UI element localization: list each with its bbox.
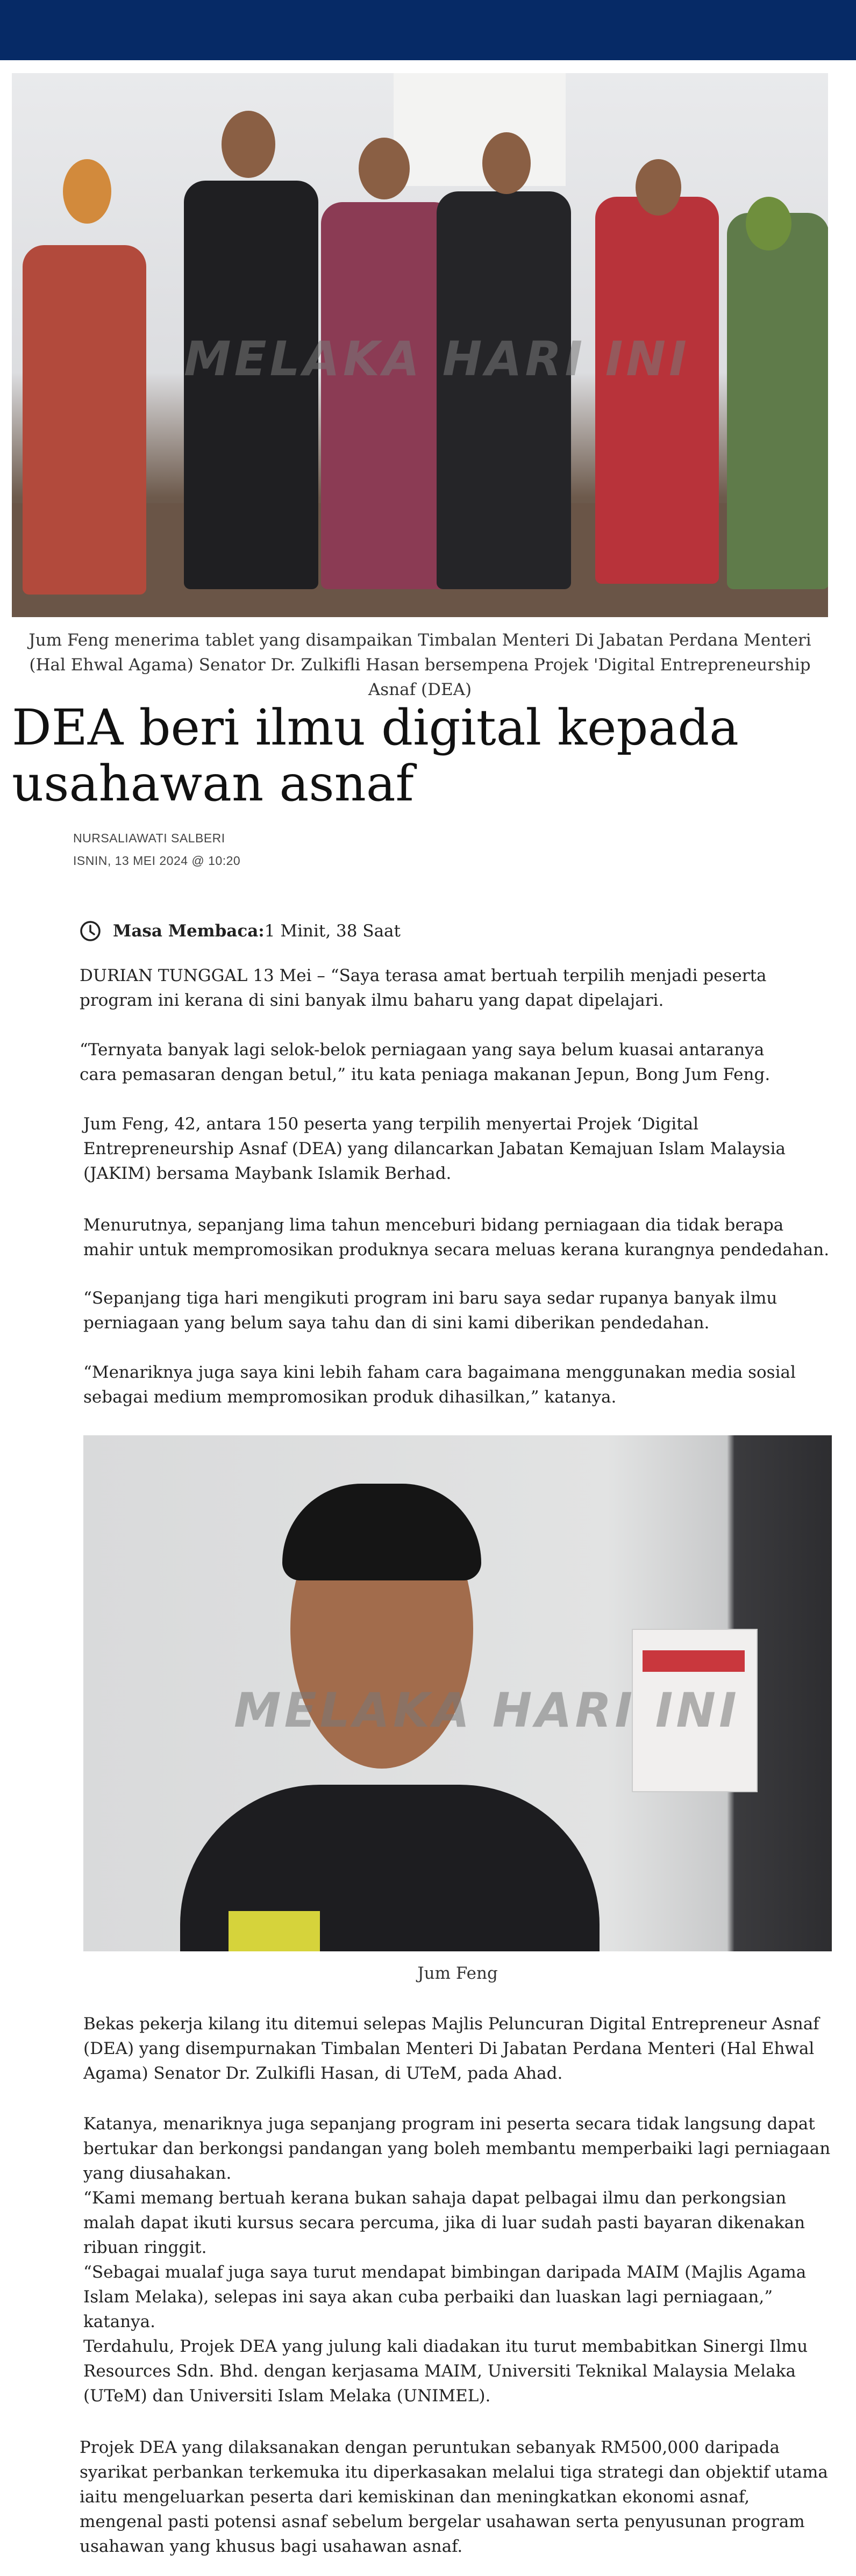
article-title: DEA beri ilmu digital kepada usahawan asnaf [12, 699, 739, 812]
reading-time [80, 920, 401, 942]
paragraph: Terdahulu, Projek DEA yang julung kali diadakan itu turut membabitkan Sinergi Ilmu Resources Sdn. Bhd. dengan kerjasama MAIM, Universiti Teknikal Malaysia Melaka (UTeM) dan Universiti Islam Melaka (UNIMEL). [83, 2337, 808, 2406]
reading-time-value: 1 Minit, 38 Saat [264, 921, 401, 941]
banner-backdrop [394, 73, 566, 186]
photo-1-caption: Jum Feng menerima tablet yang disampaikan Timbalan Menteri Di Jabatan Perdana Menteri (Hal Ehwal Agama) Senator Dr. Zulkifli Hasan bersempena Projek 'Digital Entrepreneurship Asnaf (DEA) [28, 631, 811, 699]
person-4 [437, 191, 571, 589]
paragraph: “Kami memang bertuah kerana bukan sahaja dapat pelbagai ilmu dan perkongsian malah dapat ikuti kursus secara percuma, jika di luar sudah pasti bayaran dikenakan ribuan ringgit. [83, 2188, 805, 2257]
shirt-logo [229, 1911, 320, 1951]
person-hair [282, 1484, 481, 1580]
person-2-head [222, 111, 275, 178]
person-5-head [636, 159, 681, 216]
paragraph: “Menariknya juga saya kini lebih faham cara bagaimana menggunakan media sosial sebagai medium mempromosikan produk dihasilkan,” katanya. [83, 1363, 796, 1407]
person-3-head [359, 138, 410, 199]
paragraph: Katanya, menariknya juga sepanjang program ini peserta secara tidak langsung dapat bertukar dan berkongsi pandangan yang boleh membantu memperbaiki lagi perniagaan yang diusahakan. [83, 2114, 831, 2183]
photo-1-watermark: MELAKA HARI INI [184, 331, 690, 387]
paragraph: DURIAN TUNGGAL 13 Mei – “Saya terasa amat bertuah terpilih menjadi peserta program ini kerana di sini banyak ilmu baharu yang dapat dipelajari. [80, 966, 767, 1010]
site-header-bar [0, 0, 856, 60]
person-1-head [63, 159, 111, 224]
article-photo-2 [83, 1435, 832, 1951]
wall-poster-banner [643, 1650, 745, 1672]
person-6 [727, 213, 828, 589]
paragraph: “Sepanjang tiga hari mengikuti program ini baru saya sedar rupanya banyak ilmu perniagaan yang belum saya tahu dan di sini kami diberikan pendedahan. [83, 1289, 777, 1333]
person-5 [595, 197, 719, 584]
paragraph: Bekas pekerja kilang itu ditemui selepas Majlis Peluncuran Digital Entrepreneur Asnaf (DEA) yang disempurnakan Timbalan Menteri Di Jabatan Perdana Menteri (Hal Ehwal Agama) Senator Dr. Zulkifli Hasan, di UTeM, pada Ahad. [83, 2014, 819, 2083]
paragraph: Menurutnya, sepanjang lima tahun menceburi bidang perniagaan dia tidak berapa mahir untuk mempromosikan produknya secara meluas kerana kurangnya pendedahan. [83, 1215, 830, 1260]
photo-2-caption: Jum Feng [417, 1964, 498, 1983]
article-author[interactable]: NURSALIAWATI SALBERI [73, 831, 225, 845]
person-3 [321, 202, 455, 589]
person-1 [23, 245, 146, 595]
paragraph: Projek DEA yang dilaksanakan dengan peruntukan sebanyak RM500,000 daripada syarikat perbankan terkemuka itu diperkasakan melalui tiga strategi dan objektif utama iaitu mengeluarkan peserta dari kemiskinan dan meningkatkan ekonomi asnaf, mengenal pasti potensi asnaf sebelum bergelar usahawan serta penyusunan program usahawan yang khusus bagi usahawan asnaf. [80, 2438, 828, 2556]
article-photo-1 [12, 73, 828, 617]
paragraph: Jum Feng, 42, antara 150 peserta yang terpilih menyertai Projek ‘Digital Entrepreneurship Asnaf (DEA) yang dilancarkan Jabatan Kemajuan Islam Malaysia (JAKIM) bersama Maybank Islamik Berhad. [83, 1114, 786, 1183]
reading-time-label: Masa Membaca: [113, 921, 265, 941]
photo-2-watermark: MELAKA HARI INI [234, 1683, 740, 1738]
clock-icon [80, 920, 101, 942]
person-6-head [746, 197, 791, 251]
paragraph: “Ternyata banyak lagi selok-belok perniagaan yang saya belum kuasai antaranya cara pemasaran dengan betul,” itu kata peniaga makanan Jepun, Bong Jum Feng. [80, 1040, 771, 1084]
person-4-head [482, 132, 531, 194]
article-date: ISNIN, 13 MEI 2024 @ 10:20 [73, 854, 241, 868]
paragraph: “Sebagai mualaf juga saya turut mendapat bimbingan daripada MAIM (Majlis Agama Islam Melaka), selepas ini saya akan cuba perbaiki dan luaskan lagi perniagaan,” katanya. [83, 2263, 807, 2331]
